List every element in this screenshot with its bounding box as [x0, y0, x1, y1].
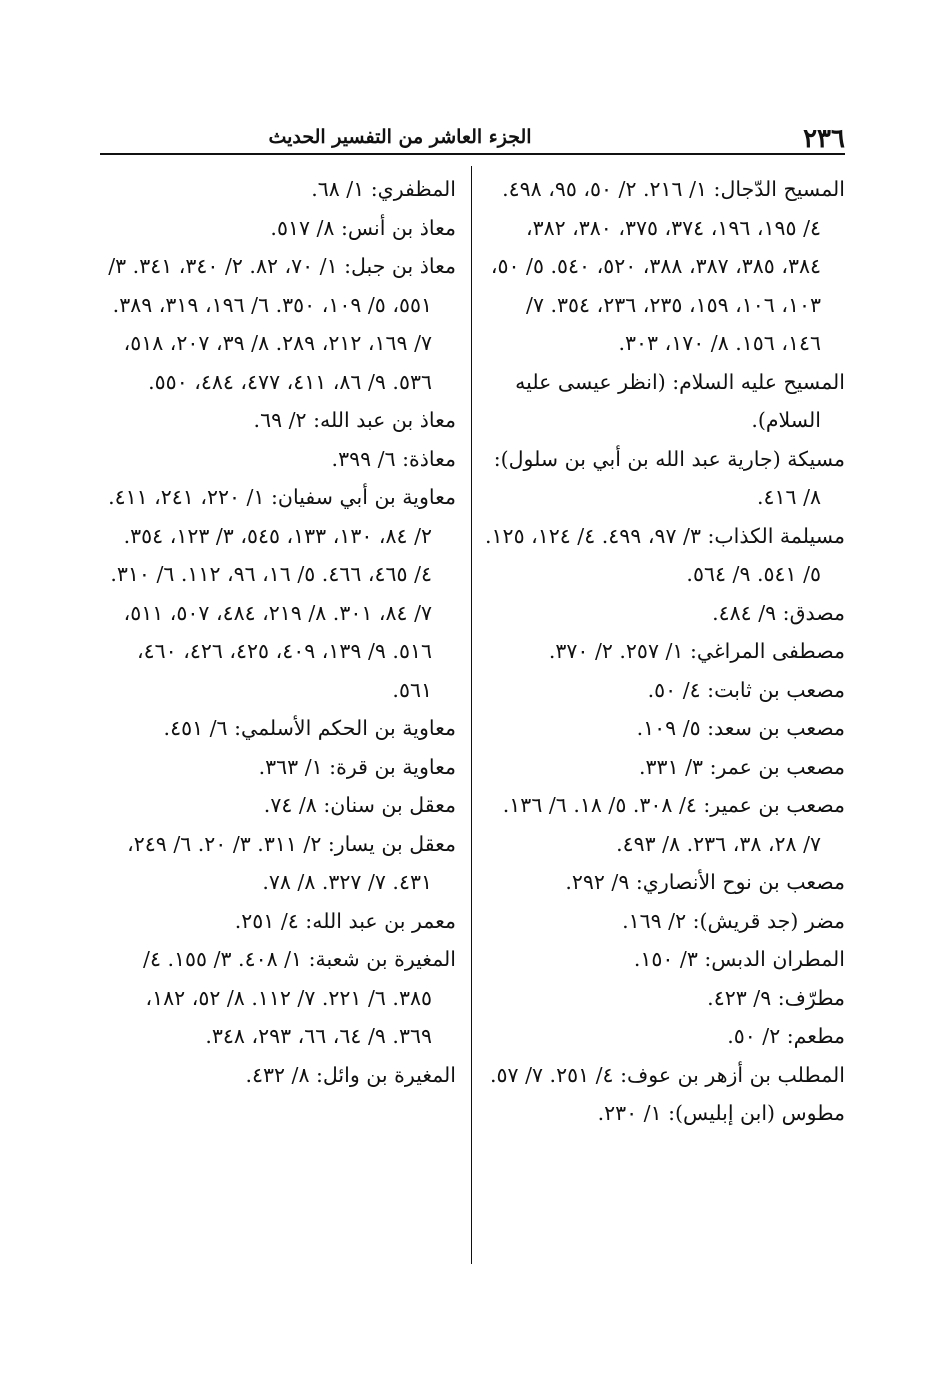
index-entry: مضر (جد قريش): ٢/ ١٦٩. — [622, 908, 845, 933]
index-entry: معاذة: ٦/ ٣٩٩. — [331, 446, 456, 471]
index-entry: معاذ بن أنس: ٨/ ٥١٧. — [270, 215, 456, 240]
index-entry: مصعب بن سعد: ٥/ ١٠٩. — [636, 716, 845, 740]
index-entry: معاذ بن جبل: ١/ ٧٠، ٨٢. ٢/ ٣٤٠، ٣٤١. ٣/ ٥٥١، ٥/ ١٠٩، ٣٥٠. ٦/ ١٩٦، ٣١٩، ٣٨٩. ٧/ ١٦٩، ٢١٢، ٢٨٩. ٨/ ٣٩، ٢٠٧، ٥١٨، ٥٣٦. ٩/ ٨٦، ٤١١، ٤٧٧، ٤٨٤، ٥٥٠. — [108, 254, 456, 394]
index-entry: مطعم: ٢/ ٥٠. — [727, 1024, 845, 1048]
index-entry: معمر بن عبد الله: ٤/ ٢٥١. — [234, 908, 456, 933]
index-entry: مصعب بن عمير: ٤/ ٣٠٨. ٥/ ١٨. ٦/ ١٣٦. ٧/ ٢٨، ٣٨، ٢٣٦. ٨/ ٤٩٣. — [502, 793, 845, 856]
index-entry: المغيرة بن وائل: ٨/ ٤٣٢. — [245, 1062, 456, 1087]
index-entry: المسيح الدّجال: ١/ ٢١٦. ٢/ ٥٠، ٩٥، ٤٩٨. ٤/ ١٩٥، ١٩٦، ٣٧٤، ٣٧٥، ٣٨٠، ٣٨٢، ٣٨٤، ٣٨٥، ٣٨٧، ٣٨٨، ٥٢٠، ٥٤٠. ٥/ ٥٠، ١٠٣، ١٠٦، ١٥٩، ٢٣٥، ٢٣٦، ٣٥٤. ٧/ ١٤٦، ١٥٦. ٨/ ١٧٠، ٣٠٣. — [490, 177, 845, 355]
index-entry: مصدق: ٩/ ٤٨٤. — [712, 600, 845, 625]
index-entry: معاوية بن أبي سفيان: ١/ ٢٢٠، ٢٤١، ٤١١. ٢/ ٨٤، ١٣٠، ١٣٣، ٥٤٥، ٣/ ١٢٣، ٣٥٤. ٤/ ٤٦٥، ٤٦٦. ٥/ ١٦، ٩٦، ١١٢. ٦/ ٣١٠. ٧/ ٨٤، ٣٠١. ٨/ ٢١٩، ٤٨٤، ٥٠٧، ٥١١، ٥١٦. ٩/ ١٣٩، ٤٠٩، ٤٢٥، ٤٢٦، ٤٦٠، ٥٦١. — [108, 485, 456, 702]
index-entry: مطرّف: ٩/ ٤٢٣. — [707, 985, 845, 1010]
index-entry: المسيح عليه السلام: (انظر عيسى عليه السلام). — [515, 369, 845, 432]
index-column-left — [101, 170, 456, 1094]
index-entry: المغيرة بن شعبة: ١/ ٤٠٨. ٣/ ١٥٥. ٤/ ٣٨٥. ٦/ ٢٢١. ٧/ ١١٢. ٨/ ٥٢، ١٨٢، ٣٦٩. ٩/ ٦٤، ٦٦، ٢٩٣، ٣٤٨. — [143, 947, 456, 1048]
index-entry: معاوية بن الحكم الأسلمي: ٦/ ٤٥١. — [163, 716, 456, 740]
page-header — [100, 122, 845, 152]
column-divider — [471, 166, 472, 1264]
index-entry: معقل بن سنان: ٨/ ٧٤. — [263, 793, 456, 817]
index-entry: مسيلمة الكذاب: ٣/ ٩٧، ٤٩٩. ٤/ ١٢٤، ١٢٥. ٥/ ٥٤١. ٩/ ٥٦٤. — [485, 523, 845, 586]
index-entry: المطران الدبس: ٣/ ١٥٠. — [633, 947, 845, 971]
index-entry: مصعب بن ثابت: ٤/ ٥٠. — [647, 677, 845, 702]
index-entry: مسيكة (جارية عبد الله بن أبي بن سلول): ٨/ ٤١٦. — [493, 446, 845, 509]
index-entry: المظفري: ١/ ٦٨. — [311, 177, 456, 201]
index-entry: مصعب بن نوح الأنصاري: ٩/ ٢٩٢. — [565, 870, 845, 894]
index-entry: مطوس (ابن إبليس): ١/ ٢٣٠. — [597, 1101, 845, 1125]
page-number: ٢٣٦ — [803, 124, 845, 154]
index-entry: مصطفى المراغي: ١/ ٢٥٧. ٢/ ٣٧٠. — [548, 639, 845, 663]
running-title: الجزء العاشر من التفسير الحديث — [268, 126, 532, 148]
index-entry: معاوية بن قرة: ١/ ٣٦٣. — [258, 754, 456, 779]
index-entry: المطلب بن أزهر بن عوف: ٤/ ٢٥١. ٧/ ٥٧. — [490, 1062, 845, 1087]
index-entry: معاذ بن عبد الله: ٢/ ٦٩. — [253, 408, 456, 432]
index-entry: مصعب بن عمر: ٣/ ٣٣١. — [639, 754, 845, 779]
header-rule — [100, 153, 845, 155]
index-entry: معقل بن يسار: ٢/ ٣١١. ٣/ ٢٠. ٦/ ٢٤٩، ٤٣١. ٧/ ٣٢٧. ٨/ ٧٨. — [127, 831, 456, 894]
index-column-right — [485, 170, 845, 1133]
